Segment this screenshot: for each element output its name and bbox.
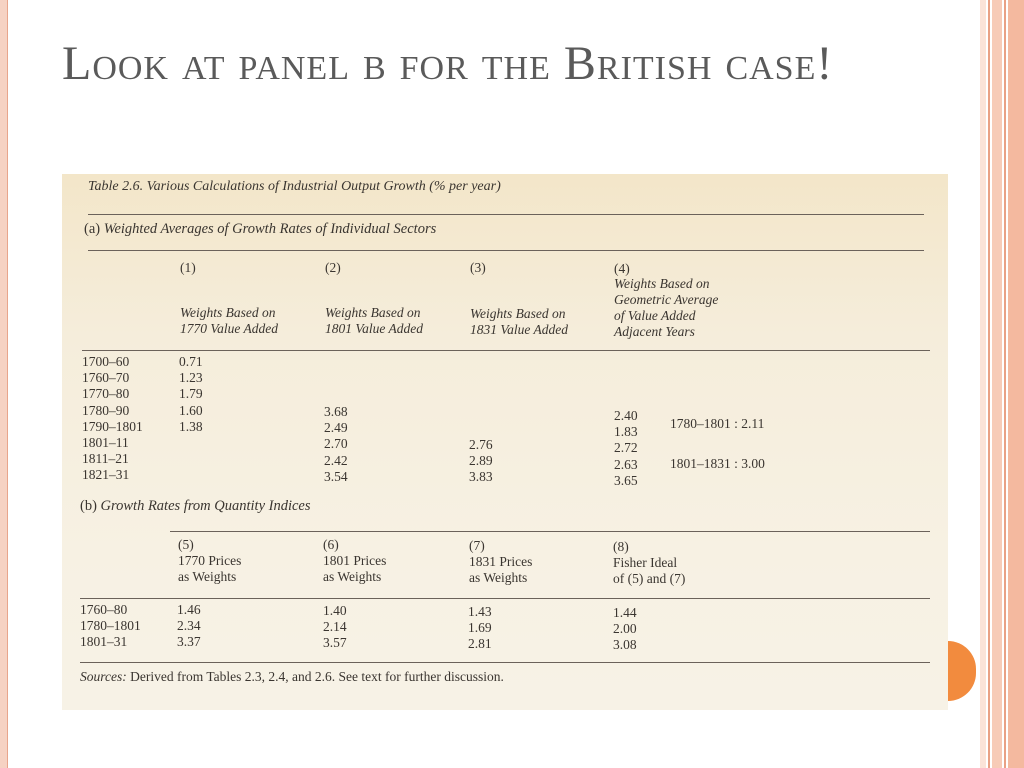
col5-values xyxy=(177,602,201,651)
sources-note: Sources: Derived from Tables 2.3, 2.4, and 2.6. See text for further discussion. xyxy=(80,669,504,684)
panel-b-header-rule xyxy=(80,598,930,599)
col3-values xyxy=(469,437,493,486)
panel-b-bottom-rule xyxy=(80,662,930,663)
col4-values xyxy=(614,408,638,489)
table-cell: 2.49 xyxy=(324,420,348,436)
table-scan-image xyxy=(62,174,948,710)
table-cell: 1770–80 xyxy=(82,386,130,402)
col2-header: (2) xyxy=(325,260,341,275)
table-cell: 1.43 xyxy=(468,604,492,619)
table-cell: 1.23 xyxy=(179,370,203,386)
table-cell: 1.69 xyxy=(468,620,492,636)
caption-rule xyxy=(88,214,924,215)
table-cell: 3.83 xyxy=(469,469,493,485)
col1-values xyxy=(179,354,203,435)
table-cell: 2.00 xyxy=(613,621,637,637)
panel-a-header-rule xyxy=(82,350,930,351)
col4-header: (4) xyxy=(614,261,630,276)
col7-header: (7) 1831 Prices as Weights xyxy=(469,538,533,585)
col1-header-text: Weights Based on 1770 Value Added xyxy=(180,305,278,336)
table-cell: 2.72 xyxy=(614,440,638,456)
panel-a-periods xyxy=(82,354,143,484)
col2-header-text: Weights Based on 1801 Value Added xyxy=(325,305,423,336)
table-cell: 2.14 xyxy=(323,619,347,635)
table-cell: 1.44 xyxy=(613,605,637,620)
table-cell: 2.70 xyxy=(324,436,348,452)
table-cell: 2.40 xyxy=(614,408,638,423)
col2-values xyxy=(324,404,348,485)
table-caption: Table 2.6. Various Calculations of Industrial Output Growth (% per year) xyxy=(88,179,501,194)
accent-tab xyxy=(948,641,976,701)
table-cell: 2.89 xyxy=(469,453,493,469)
col6-values xyxy=(323,603,347,652)
table-cell: 2.81 xyxy=(468,636,492,652)
col4-header-text: Weights Based on Geometric Average of Value Added Adjacent Years xyxy=(614,276,719,339)
panel-b-title: (b) Growth Rates from Quantity Indices xyxy=(80,498,311,514)
col8-header: (8) Fisher Ideal of (5) and (7) xyxy=(613,539,686,586)
table-cell: 1780–90 xyxy=(82,402,130,418)
col8-values xyxy=(613,605,637,654)
table-cell: 3.08 xyxy=(613,637,637,653)
table-cell: 3.37 xyxy=(177,634,201,650)
table-cell: 1760–80 xyxy=(80,602,128,617)
table-cell: 1700–60 xyxy=(82,354,130,369)
table-cell: 2.42 xyxy=(324,452,348,468)
table-cell: 1821–31 xyxy=(82,467,130,483)
panel-a-title: (a) Weighted Averages of Growth Rates of Individual Sectors xyxy=(84,221,437,237)
table-cell: 3.57 xyxy=(323,635,347,651)
table-cell: 3.68 xyxy=(324,404,348,419)
table-cell: 2.63 xyxy=(614,456,638,472)
table-cell: 1.79 xyxy=(179,386,203,402)
panel-a-rule xyxy=(88,250,924,251)
slide-title: Look at panel b for the British case! xyxy=(62,37,834,90)
table-cell: 2.76 xyxy=(469,437,493,452)
right-stripes-decoration xyxy=(980,0,1024,768)
col3-header-text: Weights Based on 1831 Value Added xyxy=(470,306,568,337)
table-cell: 1811–21 xyxy=(82,451,129,467)
table-cell: 1.46 xyxy=(177,602,201,617)
table-cell: 3.65 xyxy=(614,472,638,488)
table-cell: 2.34 xyxy=(177,618,201,634)
table-cell: 1780–1801 xyxy=(80,618,141,634)
table-cell: 3.54 xyxy=(324,468,348,484)
note-1780-1801: 1780–1801 : 2.11 xyxy=(670,416,765,431)
col6-header: (6) 1801 Prices as Weights xyxy=(323,537,387,584)
table-cell: 1.40 xyxy=(323,603,347,618)
table-cell: 1.38 xyxy=(179,418,203,434)
col5-header: (5) 1770 Prices as Weights xyxy=(178,537,242,584)
left-border-decoration xyxy=(0,0,7,768)
note-1801-1831: 1801–1831 : 3.00 xyxy=(670,456,765,471)
table-cell: 1801–31 xyxy=(80,634,128,650)
table-cell: 1.83 xyxy=(614,424,638,440)
panel-b-periods xyxy=(80,602,141,651)
table-cell: 1.60 xyxy=(179,402,203,418)
panel-b-rule xyxy=(170,531,930,532)
col3-header: (3) xyxy=(470,260,486,275)
table-cell: 0.71 xyxy=(179,354,203,369)
col7-values xyxy=(468,604,492,653)
table-cell: 1760–70 xyxy=(82,370,130,386)
table-cell: 1790–1801 xyxy=(82,418,143,434)
table-cell: 1801–11 xyxy=(82,435,129,451)
col1-header: (1) xyxy=(180,260,196,275)
